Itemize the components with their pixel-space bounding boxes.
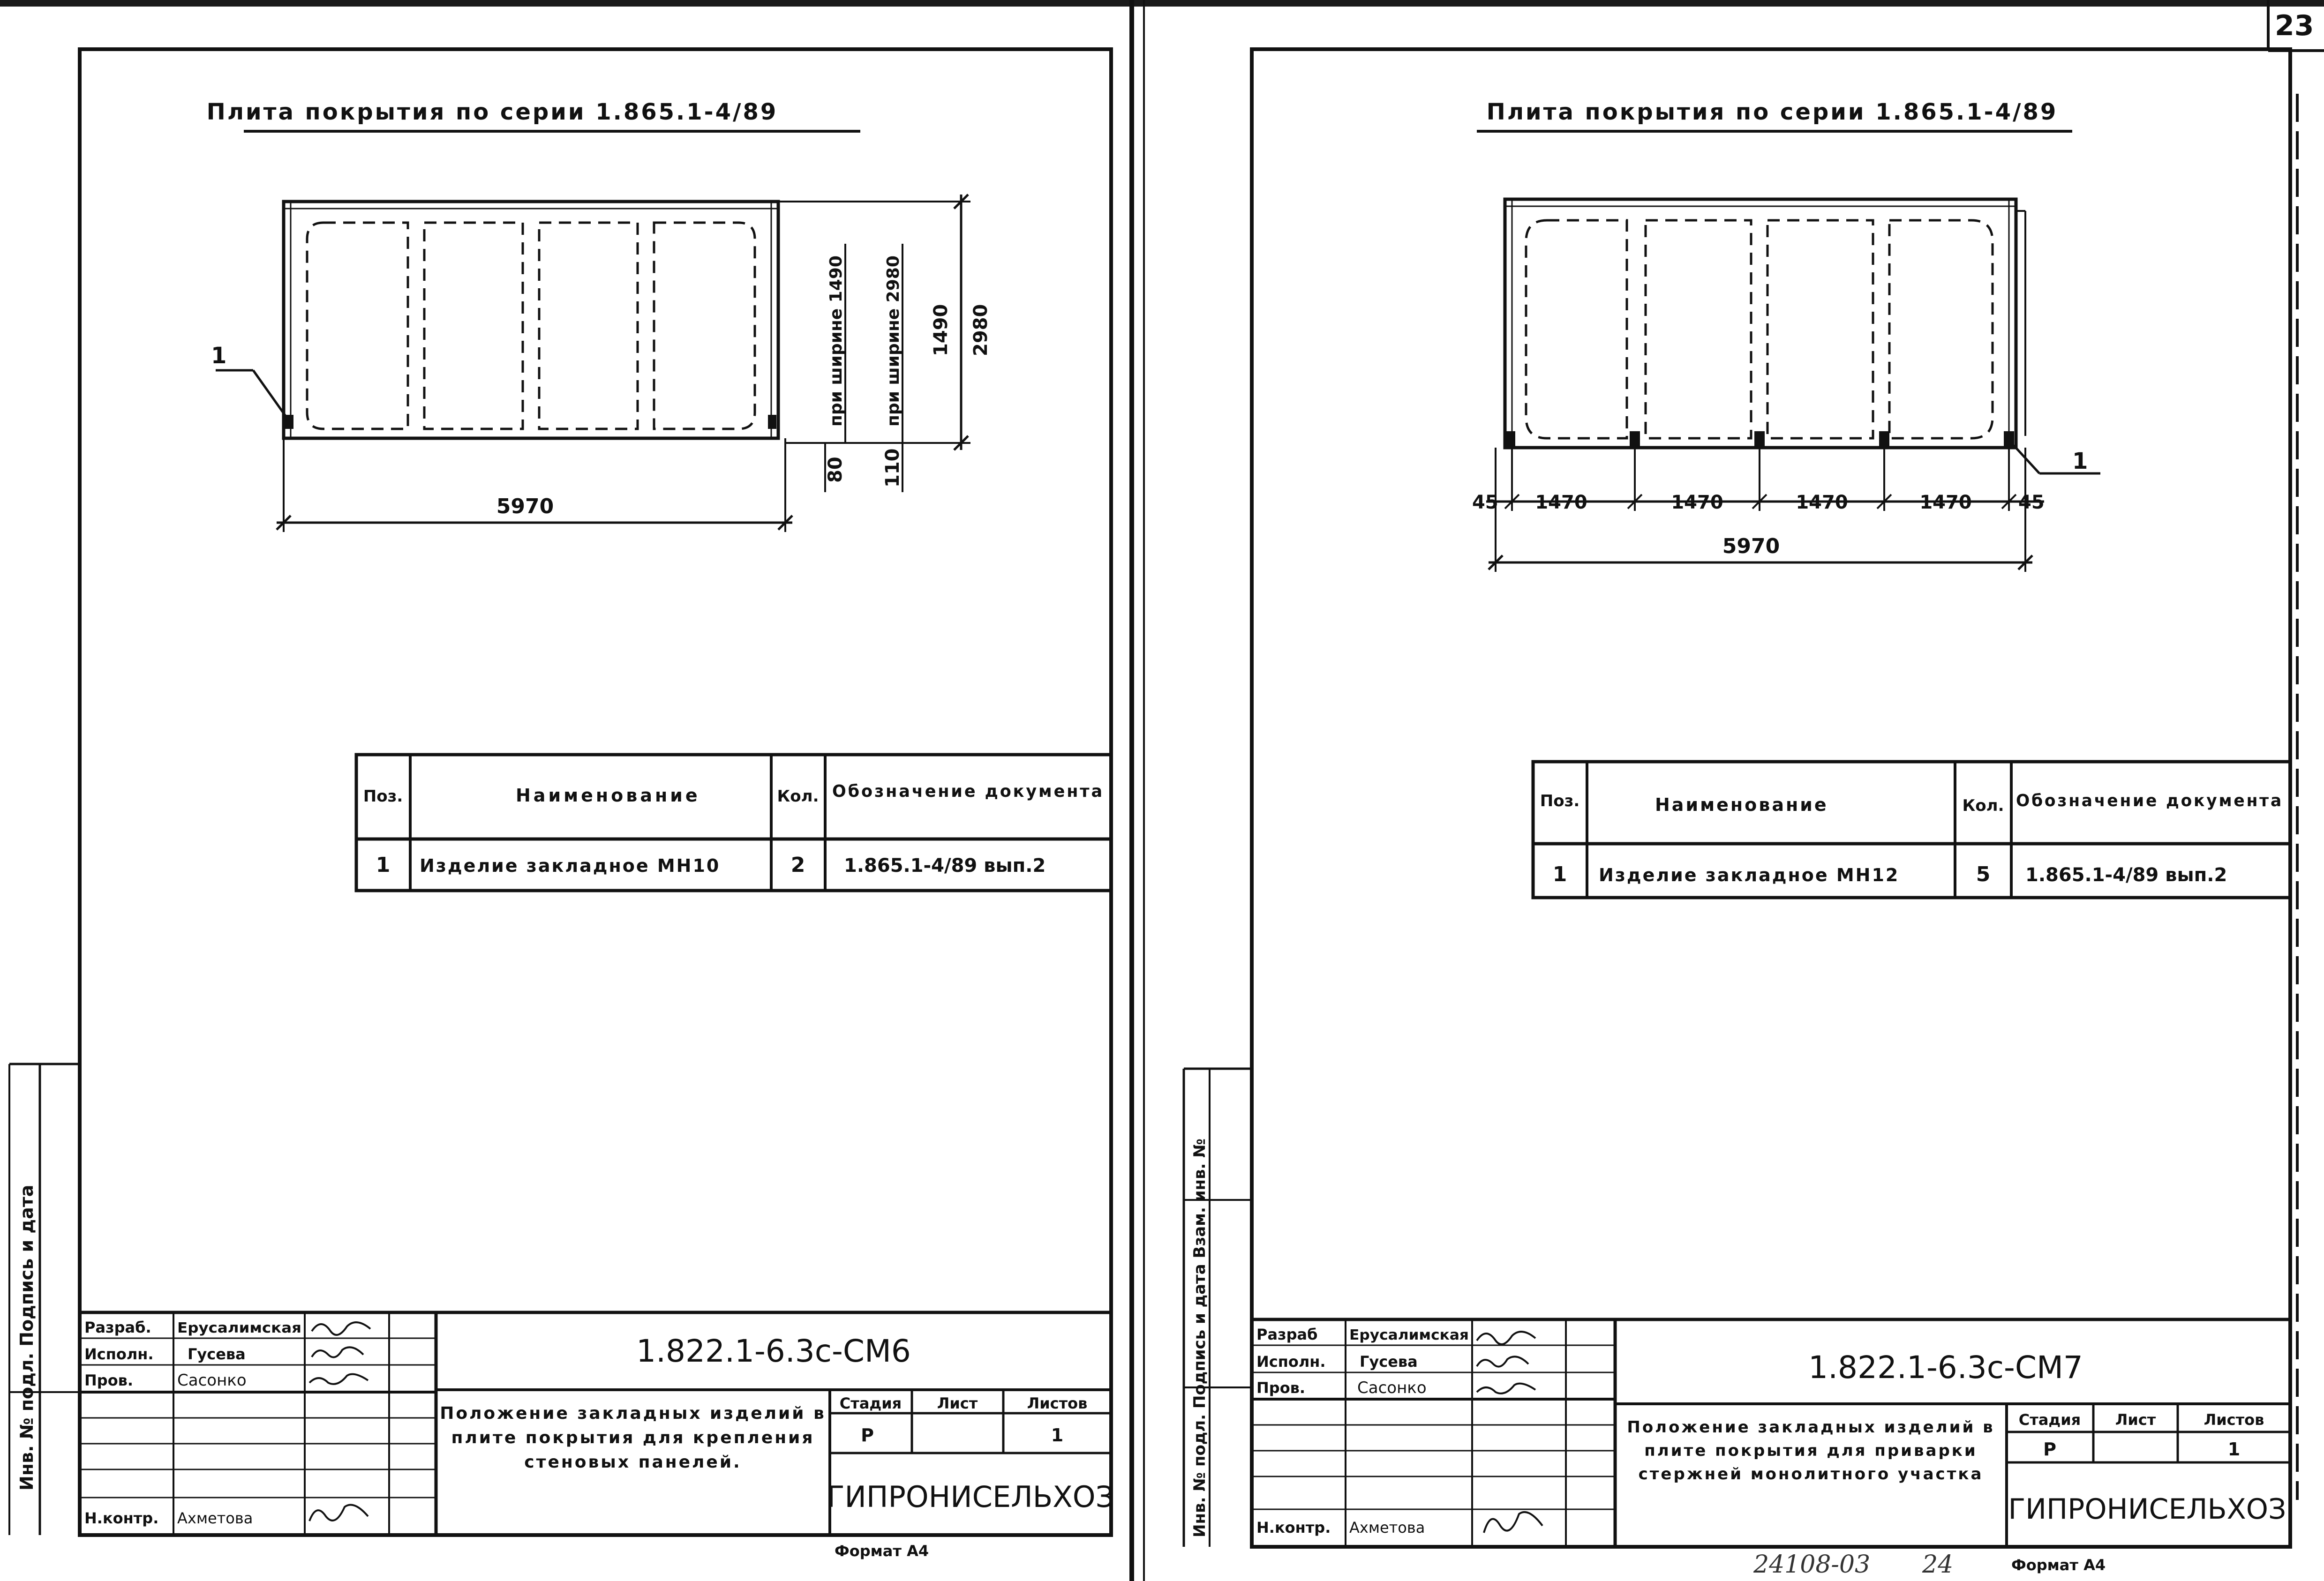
top-scan-edge <box>0 0 2324 7</box>
left-drawing-title: Плита покрытия по серии 1.865.1-4/89 <box>206 99 778 125</box>
right-sheets-label: Листов <box>2204 1411 2264 1429</box>
left-name-1: Ерусалимская <box>177 1320 301 1336</box>
left-spec-header-qty: Кол. <box>777 787 819 806</box>
left-stage-value: Р <box>861 1425 874 1446</box>
right-role-1: Разраб <box>1256 1326 1318 1343</box>
left-name-2: Гусева <box>188 1345 246 1363</box>
right-dim-seg-1: 45 <box>1472 492 1498 513</box>
footer-archive-number: 24108-03 <box>1753 1551 1871 1579</box>
right-organization: ГИПРОНИСЕЛЬХОЗ <box>2008 1493 2286 1526</box>
right-embed-part-1 <box>1505 431 1515 446</box>
right-side-stamp-text: Инв. № подл. Подпись и дата Взам. инв. № <box>1190 1138 1209 1537</box>
right-drawing-title: Плита покрытия по серии 1.865.1-4/89 <box>1486 99 2058 125</box>
right-sheet-label: Лист <box>2115 1411 2156 1429</box>
left-role-2: Исполн. <box>84 1345 154 1363</box>
left-sheet-label: Лист <box>937 1394 978 1412</box>
right-embed-part-3 <box>1754 431 1765 446</box>
left-description: Положение закладных изделий в плите покрытия для крепления стеновых панелей. <box>440 1404 826 1472</box>
right-dim-seg-4: 1470 <box>1796 492 1848 513</box>
right-dim-length: 5970 <box>1722 534 1780 558</box>
right-dim-seg-6: 45 <box>2018 492 2045 513</box>
left-name-4: Ахметова <box>177 1509 253 1527</box>
left-format: Формат А4 <box>835 1542 929 1560</box>
left-dim-height-2: 2980 <box>970 304 992 356</box>
left-sheets-value: 1 <box>1051 1425 1064 1446</box>
right-role-4: Н.контр. <box>1256 1519 1331 1536</box>
right-name-2: Гусева <box>1360 1353 1418 1371</box>
left-dim-length: 5970 <box>496 495 554 518</box>
right-name-4: Ахметова <box>1349 1519 1425 1536</box>
left-name-3: Сасонко <box>177 1371 247 1390</box>
left-dim-80: 80 <box>825 457 846 483</box>
left-spec-header-pos: Поз. <box>363 787 403 806</box>
left-leader-mark: 1 <box>211 343 227 369</box>
right-embed-part-5 <box>2004 431 2014 446</box>
right-sheets-value: 1 <box>2227 1439 2241 1460</box>
right-spec-row-qty: 5 <box>1976 862 1991 886</box>
left-dim-height-1: 1490 <box>930 304 952 356</box>
right-name-1: Ерусалимская <box>1349 1327 1469 1343</box>
right-spec-header-qty: Кол. <box>1962 796 2004 815</box>
right-spec-row-name: Изделие закладное МН12 <box>1599 865 1900 885</box>
right-name-3: Сасонко <box>1357 1379 1427 1397</box>
right-spec-row-pos: 1 <box>1552 862 1567 886</box>
right-role-3: Пров. <box>1256 1379 1306 1397</box>
left-stage-label: Стадия <box>839 1394 902 1412</box>
right-spec-header-doc: Обозначение документа <box>2016 791 2283 810</box>
left-dim-width-note-1: при ширине 1490 <box>827 255 846 427</box>
page-number: 23 <box>2275 9 2314 42</box>
left-spec-row-qty: 2 <box>790 853 805 877</box>
right-dim-seg-3: 1470 <box>1671 492 1723 513</box>
left-role-4: Н.контр. <box>84 1509 159 1527</box>
right-doc-code: 1.822.1-6.3с-СМ7 <box>1808 1349 2083 1386</box>
left-sheets-label: Листов <box>1027 1394 1088 1412</box>
left-description-box <box>438 1401 827 1533</box>
left-spec-header-name: Наименование <box>516 785 700 806</box>
right-stage-value: Р <box>2043 1439 2056 1460</box>
right-spec-header-pos: Поз. <box>1540 792 1580 810</box>
right-stage-label: Стадия <box>2018 1411 2081 1429</box>
left-side-stamp-text: Инв. № подл. Подпись и дата <box>16 1184 37 1491</box>
left-role-3: Пров. <box>84 1371 134 1389</box>
right-leader-mark: 1 <box>2072 448 2088 474</box>
left-spec-row-doc: 1.865.1-4/89 вып.2 <box>844 855 1046 877</box>
right-dim-seg-2: 1470 <box>1535 492 1587 513</box>
left-spec-header-doc: Обозначение документа <box>832 782 1104 801</box>
left-spec-row-name: Изделие закладное МН10 <box>420 855 721 876</box>
right-embed-part-4 <box>1879 431 1889 446</box>
right-description-box <box>1617 1416 2004 1547</box>
right-description: Положение закладных изделий в плите покрытия для приварки стержней монолитного участка <box>1627 1418 1995 1484</box>
right-embed-part-2 <box>1630 431 1640 446</box>
left-dim-110: 110 <box>882 448 903 487</box>
left-doc-code: 1.822.1-6.3с-СМ6 <box>636 1333 911 1369</box>
right-role-2: Исполн. <box>1256 1353 1326 1371</box>
left-role-1: Разраб. <box>84 1319 151 1336</box>
right-spec-header-name: Наименование <box>1655 794 1828 815</box>
left-organization: ГИПРОНИСЕЛЬХОЗ <box>827 1480 1114 1514</box>
left-embed-part-2 <box>768 415 776 429</box>
left-dim-width-note-2: при ширине 2980 <box>884 255 903 427</box>
right-spec-row-doc: 1.865.1-4/89 вып.2 <box>2025 864 2227 886</box>
left-spec-row-pos: 1 <box>376 853 391 877</box>
right-format: Формат А4 <box>2011 1556 2106 1574</box>
right-dim-seg-5: 1470 <box>1919 492 1972 513</box>
footer-page-number: 24 <box>1922 1551 1954 1579</box>
